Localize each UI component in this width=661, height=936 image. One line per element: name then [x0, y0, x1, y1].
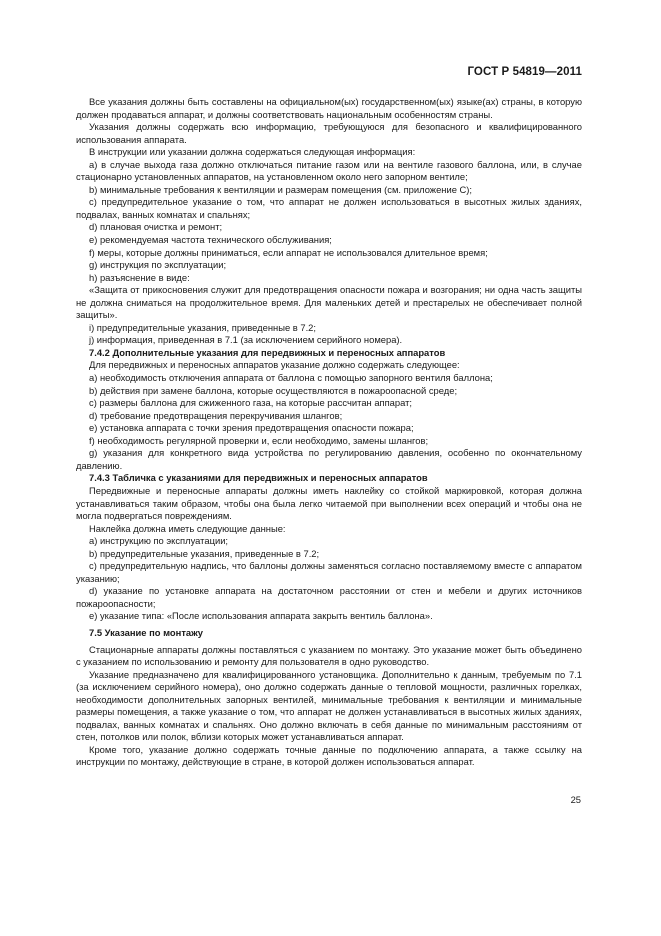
paragraph-language: Все указания должны быть составлены на официальном(ых) государственном(ых) языке(ах) страны, в которую должен продаваться аппарат, и должны соответствовать национальным особенностям страны. [76, 96, 582, 120]
paragraph-instruction-intro: В инструкции или указании должна содержаться следующая информация: [89, 146, 416, 158]
document-body [76, 96, 582, 769]
page-number: 25 [570, 794, 581, 805]
standard-header: ГОСТ Р 54819—2011 [467, 66, 582, 78]
list-item-f: f) меры, которые должны приниматься, если аппарат не использовался длительное время; [89, 246, 488, 258]
quote-protection: «Защита от прикосновения служит для предотвращения опасности пожара и возгорания; ни одна часть защиты не должна сниматься на продолжительное время. Для маленьких детей и престарелых не обеспечивает полной защиты». [76, 284, 582, 321]
mobile-item-g: g) указания для конкретного вида устройства по регулированию давления, особенно по окончательному давлению. [76, 447, 582, 471]
paragraph-label-requirement: Передвижные и переносные аппараты должны иметь наклейку со стойкой маркировкой, которая должна устанавливаться таким образом, чтобы она была легко читаемой при выполнении всех операций и чтобы она не могла подвергаться повреждениям. [76, 484, 582, 522]
list-item-e: е) рекомендуемая частота технического обслуживания; [89, 234, 332, 246]
section-heading-7-5: 7.5 Указание по монтажу [89, 626, 203, 638]
list-item-h: h) разъяснение в виде: [89, 271, 190, 283]
paragraph-label-data-intro: Наклейка должна иметь следующие данные: [89, 522, 286, 534]
label-item-b: b) предупредительные указания, приведенные в 7.2; [89, 547, 320, 559]
paragraph-installation-1: Стационарные аппараты должны поставляться с указанием по монтажу. Это указание может быть объединено с указанием по использованию и ремонту для пользователя в одно руководство. [76, 643, 582, 668]
mobile-item-e: e) установка аппарата с точки зрения предотвращения опасности пожара; [89, 422, 414, 434]
mobile-item-b: b) действия при замене баллона, которые осуществляются в пожароопасной среде; [89, 384, 458, 396]
list-item-j: j) информация, приведенная в 7.1 (за исключением серийного номера). [89, 334, 403, 346]
list-item-b: b) минимальные требования к вентиляции и размерам помещения (см. приложение С); [89, 183, 473, 195]
mobile-item-c: c) размеры баллона для сжиженного газа, на которые рассчитан аппарат; [89, 397, 413, 409]
list-item-d: d) плановая очистка и ремонт; [89, 221, 223, 233]
list-item-c: c) предупредительное указание о том, что аппарат не должен использоваться в высотных жилых зданиях, подвалах, ванных комнатах и спальнях; [76, 196, 582, 220]
label-item-d: d) указание по установке аппарата на достаточном расстоянии от стен и мебели и других источников пожароопасности; [76, 585, 582, 609]
label-item-a: а) инструкцию по эксплуатации; [89, 535, 229, 547]
paragraph-mobile-intro: Для передвижных и переносных аппаратов указание должно содержать следующее: [89, 359, 460, 371]
mobile-item-f: f) необходимость регулярной проверки и, если необходимо, замены шлангов; [89, 434, 429, 446]
label-item-e: e) указание типа: «После использования аппарата закрыть вентиль баллона». [89, 610, 433, 622]
mobile-item-a: a) необходимость отключения аппарата от баллона с помощью запорного вентиля баллона; [89, 372, 493, 384]
mobile-item-d: d) требование предотвращения перекручивания шлангов; [89, 409, 343, 421]
list-item-i: i) предупредительные указания, приведенные в 7.2; [89, 321, 316, 333]
paragraph-installation-2: Указание предназначено для квалифицированного установщика. Дополнительно к данным, требуемым по 7.1 (за исключением серийного номера), оно должно содержать данные о тепловой мощности, различных горелках, необходимости дополнительных запорных вентилей, минимальные требования к вентиляции и минимальные размеры помещения, а также указание о том, что аппарат не должен устанавливаться в высотных жилых зданиях, подвалах, ванных комнатах и спальнях. Оно должно включать в себя данные по минимальным расстояниям от стен, потолков или полок, вблизи которых может устанавливаться аппарат. [76, 668, 582, 743]
section-heading-7-4-3: 7.4.3 Табличка с указаниями для передвижных и переносных аппаратов [89, 472, 428, 484]
paragraph-installation-3: Кроме того, указание должно содержать точные данные по подключению аппарата, а также ссылку на инструкции по монтажу, действующие в стране, в которой должен использоваться аппарат. [76, 743, 582, 768]
paragraph-information: Указания должны содержать всю информацию, требующуюся для безопасного и квалифицированного использования аппарата. [76, 121, 582, 145]
list-item-g: g) инструкция по эксплуатации; [89, 259, 227, 271]
section-heading-7-4-2: 7.4.2 Дополнительные указания для передвижных и переносных аппаратов [89, 346, 446, 358]
label-item-c: c) предупредительную надпись, что баллоны должны заменяться согласно поставляемому вместе с аппаратом указанию; [76, 560, 582, 584]
list-item-a: а) в случае выхода газа должно отключаться питание газом или на вентиле газового баллона, или, в случае стационарно установленных аппаратов, на установленном около него запорном вентиле; [76, 158, 582, 183]
